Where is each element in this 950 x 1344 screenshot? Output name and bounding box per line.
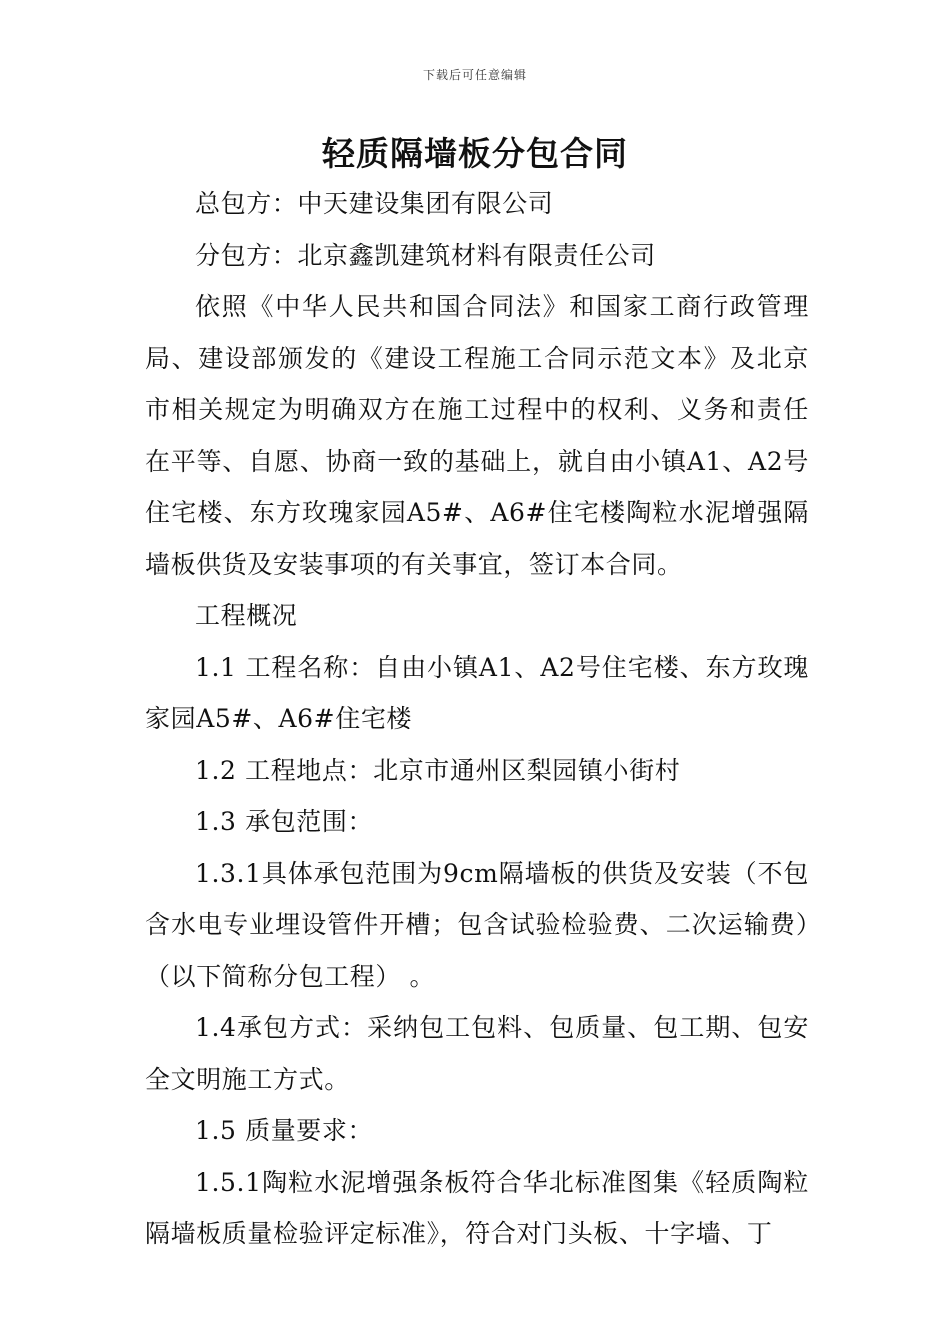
subcontractor-line: 分包方：北京鑫凯建筑材料有限责任公司 xyxy=(195,240,656,270)
clause-1-5: 1.5 质量要求： xyxy=(195,1116,374,1145)
clause-1-5-1: 1.5.1陶粒水泥增强条板符合华北标准图集《轻质陶粒隔墙板质量检验评定标准》，符合对门头板、十字墙、丁 xyxy=(145,1167,809,1248)
general-contractor-line: 总包方：中天建设集团有限公司 xyxy=(195,189,554,218)
clause-1-4: 1.4承包方式：采纳包工包料、包质量、包工期、包安全文明施工方式。 xyxy=(145,1013,809,1094)
document-title: 轻质隔墙板分包合同 xyxy=(322,134,628,173)
clause-1-2: 1.2 工程地点：北京市通州区梨园镇小街村 xyxy=(195,755,681,785)
clause-1-1: 1.1 工程名称：自由小镇A1、A2号住宅楼、东方玫瑰家园A5#、A6#住宅楼 xyxy=(145,652,809,733)
clause-1-3: 1.3 承包范围： xyxy=(195,807,374,836)
clause-1-3-1: 1.3.1具体承包范围为9cm隔墙板的供货及安装（不包含水电专业埋设管件开槽；包含试验检验费、二次运输费）（以下简称分包工程） 。 xyxy=(145,858,809,991)
header-note: 下载后可任意编辑 xyxy=(422,68,527,82)
preamble-paragraph: 依照《中华人民共和国合同法》和国家工商行政管理局、建设部颁发的《建设工程施工合同示范文本》及北京市相关规定为明确双方在施工过程中的权利、义务和责任在平等、自愿、协商一致的基础上，就自由小镇A1、A2号住宅楼、东方玫瑰家园A5#、A6#住宅楼陶粒水泥增强隔墙板供货及安装事项的有关事宜，签订本合同。 xyxy=(145,292,809,579)
document-body xyxy=(145,178,809,1260)
section-heading-overview: 工程概况 xyxy=(195,601,298,630)
